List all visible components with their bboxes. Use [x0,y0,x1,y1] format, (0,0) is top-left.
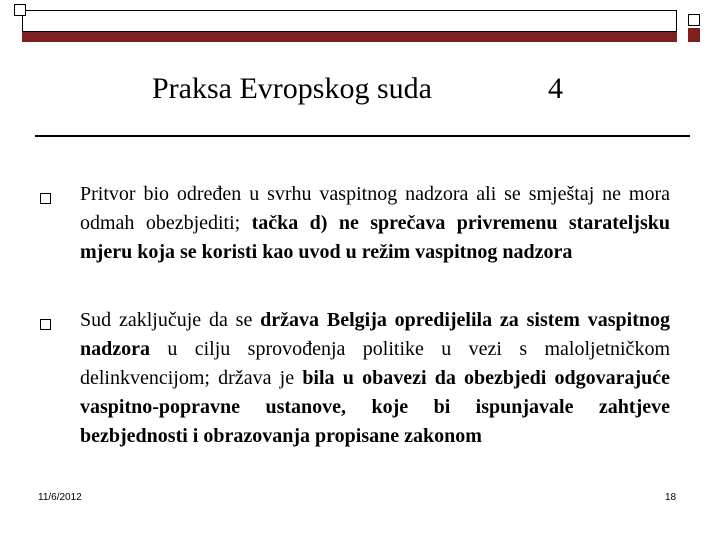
top-right-square-icon [688,14,700,26]
bullet-square-icon [40,193,51,204]
bullet-square-icon [40,319,51,330]
text-segment: u cilju sprovođenja politike u vezi s maloljetničkom delinkvencijom; država je [80,338,670,389]
text-segment: Pritvor bio određen u svrhu vaspitnog nadzora ali se smještaj ne mora odmah obezbjediti; [80,183,670,234]
title-divider [35,135,690,137]
bold-text-segment: država Belgija opredijelila za sistem vaspitnog nadzora [80,309,671,360]
footer-page-number: 18 [665,492,677,503]
top-left-square-icon [14,4,26,16]
bold-text-segment: tačka d) ne sprečava privremenu starateljsku mjeru koja se koristi kao uvod u režim vaspitnog nadzora [80,212,670,263]
bullet-paragraph-1 [80,180,670,267]
bold-text-segment: bila u obavezi da obezbjedi odgovarajuće vaspitno-popravne ustanove, koje bi ispunjavale zahtjeve bezbjednosti i obrazovanja propisane zakonom [80,367,670,447]
slide-title: Praksa Evropskog suda [152,72,432,105]
slide-title-row [0,72,720,112]
top-decoration-stripe [22,32,677,42]
top-right-red-square-icon [688,28,700,42]
top-decoration-bar [22,10,677,32]
bullet-paragraph-2 [80,306,670,451]
footer-date: 11/6/2012 [38,492,82,503]
text-segment: Sud zaključuje da se [80,309,261,331]
slide-title-number: 4 [548,72,563,105]
